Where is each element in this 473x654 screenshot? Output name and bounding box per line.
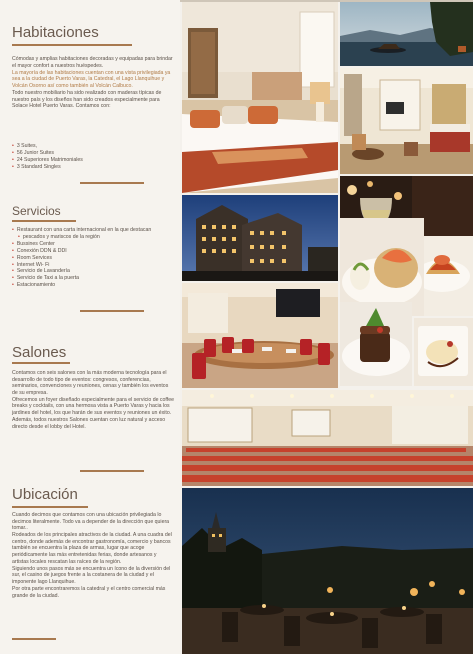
- ubicacion-p4: Por otra parte encontraremos la catedral y el centro comercial más grande de la ciudad.: [12, 586, 166, 599]
- terrace-night-photo: [182, 488, 473, 654]
- text-column: [0, 0, 180, 654]
- divider: [12, 638, 56, 640]
- bedroom-photo: [182, 2, 338, 193]
- list-item: • 24 Superiores Matrimoniales: [12, 157, 174, 164]
- list-item: • 3 Suites,: [12, 143, 174, 150]
- list-item: • Internet Wi- Fi: [12, 262, 174, 269]
- habitaciones-list: [12, 143, 174, 171]
- habitaciones-p1: Cómodas y amplias habitaciones decoradas y equipadas para brindar el mayor confort a nuestros huéspedes.: [12, 56, 173, 69]
- habitaciones-rule: [12, 44, 132, 46]
- list-item: • Servicio de Lavandería: [12, 268, 174, 275]
- servicios-rule: [12, 220, 76, 222]
- habitaciones-p3: Todo nuestro mobiliario ha sido realizado con maderas típicas de nuestro país y los diseños han sido creados especialmente para Solace Hotel Puerto Varas. Contamos con:: [12, 89, 162, 110]
- ubicacion-p1: Cuando decimos que contamos con una ubicación privilegiada lo decimos literalmente. Todo va a depender de la dirección que quiera tomar..: [12, 512, 170, 532]
- list-item: • 3 Standard Singles: [12, 164, 174, 171]
- divider: [80, 182, 144, 184]
- hotel-exterior-photo: [182, 195, 338, 281]
- salones-title: Salones: [12, 344, 67, 361]
- divider: [80, 470, 144, 472]
- list-item: • Room Services: [12, 255, 174, 262]
- dessert-photo: [340, 302, 412, 386]
- list-item: • Bussines Center: [12, 241, 174, 248]
- list-item: • Estacionamiento: [12, 282, 174, 289]
- salones-text: [12, 370, 174, 431]
- meeting-room-photo: [182, 283, 338, 388]
- salones-p2: Ofrecemos un foyer diseñado especialmente para el servicio de coffee breaks y cocktails, con una hermosa vista a Puerto Varas y hacia los jardines del hotel, los que harán de sus eventos y reuniones un éxito.: [12, 396, 174, 417]
- salones-p3: Además, todos nuestros Salones cuentan con luz natural y acceso directo desde el lobby del Hotel.: [12, 417, 166, 430]
- ubicacion-rule: [12, 506, 88, 508]
- divider: [80, 310, 144, 312]
- plated-dessert-photo: [414, 318, 473, 386]
- ubicacion-title: Ubicación: [12, 486, 78, 503]
- ubicacion-p3: Siguiendo unos pasos más se encuentra un ícono de la diversión del sur, el casino de juegos frente a la costanera de la ciudad y el imponente lago Llanquihue.: [12, 565, 171, 585]
- ubicacion-p2: Rodeados de los principales atractivos de la ciudad. A una cuadra del centro, donde además de encontrar gastronomía, comercio y bancos también se encuentra la plaza de armas, lugar que acoge periódicamente las más entretenidas ferias, donde artesanos y artistas locales rescatan las raíces de la región.: [12, 532, 172, 565]
- list-item-continued: pescados y mariscos de la región: [22, 233, 100, 240]
- salones-p1: Contamos con seis salones con la más moderna tecnología para el desarrollo de todo tipo de eventos: congresos, conferencias, seminarios, convenciones y reuniones, cenas y también los eventos de su empresa.: [12, 370, 169, 396]
- habitaciones-title: Habitaciones: [12, 24, 99, 41]
- salones-rule: [12, 362, 70, 364]
- habitaciones-p2: La mayoría de las habitaciones cuentan con una vista privilegiada ya sea a la ciudad de Puerto Varas, la Catedral, el Lago Llanquihue y Volcán Osorno así como también al Volcán Calbuco.: [12, 69, 171, 89]
- list-item: • Conexión DDN & DDI: [12, 248, 174, 255]
- list-item: [12, 234, 174, 241]
- habitaciones-text: [12, 56, 174, 110]
- servicios-title: Servicios: [12, 204, 61, 218]
- suite-photo: [340, 68, 473, 174]
- lake-photo: [340, 2, 473, 66]
- ubicacion-text: [12, 512, 174, 600]
- servicios-list: [12, 227, 174, 289]
- list-item: • 56 Junior Suites: [12, 150, 174, 157]
- list-item: • Servicio de Taxi a la puerta: [12, 275, 174, 282]
- list-item: • Restaurant con una carta internacional en la que destacan: [12, 227, 174, 234]
- conference-hall-photo: [182, 390, 473, 486]
